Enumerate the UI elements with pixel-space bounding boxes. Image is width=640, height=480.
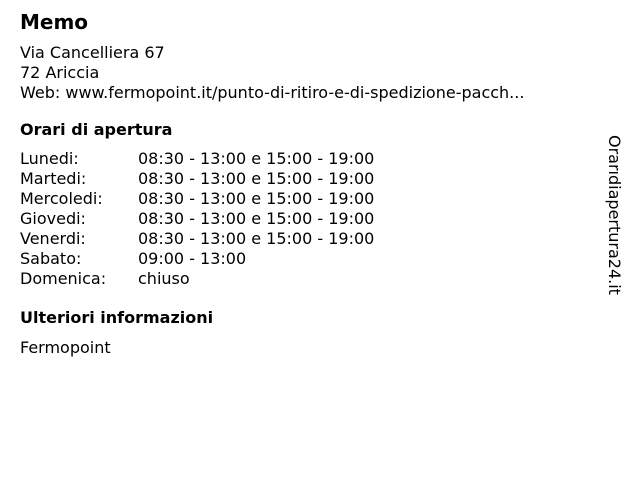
hours-row-monday bbox=[20, 149, 600, 169]
hours-row-tuesday bbox=[20, 169, 600, 189]
hours-day: Sabato: bbox=[20, 249, 82, 268]
address-city: 72 Ariccia bbox=[20, 63, 100, 82]
hours-time: 08:30 - 13:00 e 15:00 - 19:00 bbox=[138, 189, 375, 208]
hours-row-thursday bbox=[20, 209, 600, 229]
additional-info-heading: Ulteriori informazioni bbox=[20, 308, 214, 327]
additional-info-text: Fermopoint bbox=[20, 338, 111, 357]
hours-time: 08:30 - 13:00 e 15:00 - 19:00 bbox=[138, 209, 375, 228]
hours-time: 08:30 - 13:00 e 15:00 - 19:00 bbox=[138, 229, 375, 248]
hours-day: Martedi: bbox=[20, 169, 87, 188]
site-watermark: Orarıdiapertura24.it bbox=[605, 135, 624, 295]
hours-time: 08:30 - 13:00 e 15:00 - 19:00 bbox=[138, 169, 375, 188]
opening-hours-heading: Orari di apertura bbox=[20, 120, 173, 139]
website-link[interactable]: Web: www.fermopoint.it/punto-di-ritiro-e-di-spedizione-pacch... bbox=[20, 83, 525, 102]
hours-row-friday bbox=[20, 229, 600, 249]
hours-day: Venerdi: bbox=[20, 229, 86, 248]
hours-day: Domenica: bbox=[20, 269, 107, 288]
hours-row-wednesday bbox=[20, 189, 600, 209]
store-card bbox=[20, 10, 600, 358]
hours-day: Lunedi: bbox=[20, 149, 79, 168]
store-title: Memo bbox=[20, 10, 89, 34]
hours-time: 08:30 - 13:00 e 15:00 - 19:00 bbox=[138, 149, 375, 168]
hours-row-sunday bbox=[20, 269, 600, 289]
hours-time: 09:00 - 13:00 bbox=[138, 249, 247, 268]
hours-day: Giovedi: bbox=[20, 209, 86, 228]
hours-row-saturday bbox=[20, 249, 600, 269]
opening-hours-table bbox=[20, 149, 600, 289]
address-block bbox=[20, 43, 600, 103]
hours-day: Mercoledi: bbox=[20, 189, 103, 208]
hours-time: chiuso bbox=[138, 269, 190, 288]
address-street: Via Cancelliera 67 bbox=[20, 43, 165, 62]
